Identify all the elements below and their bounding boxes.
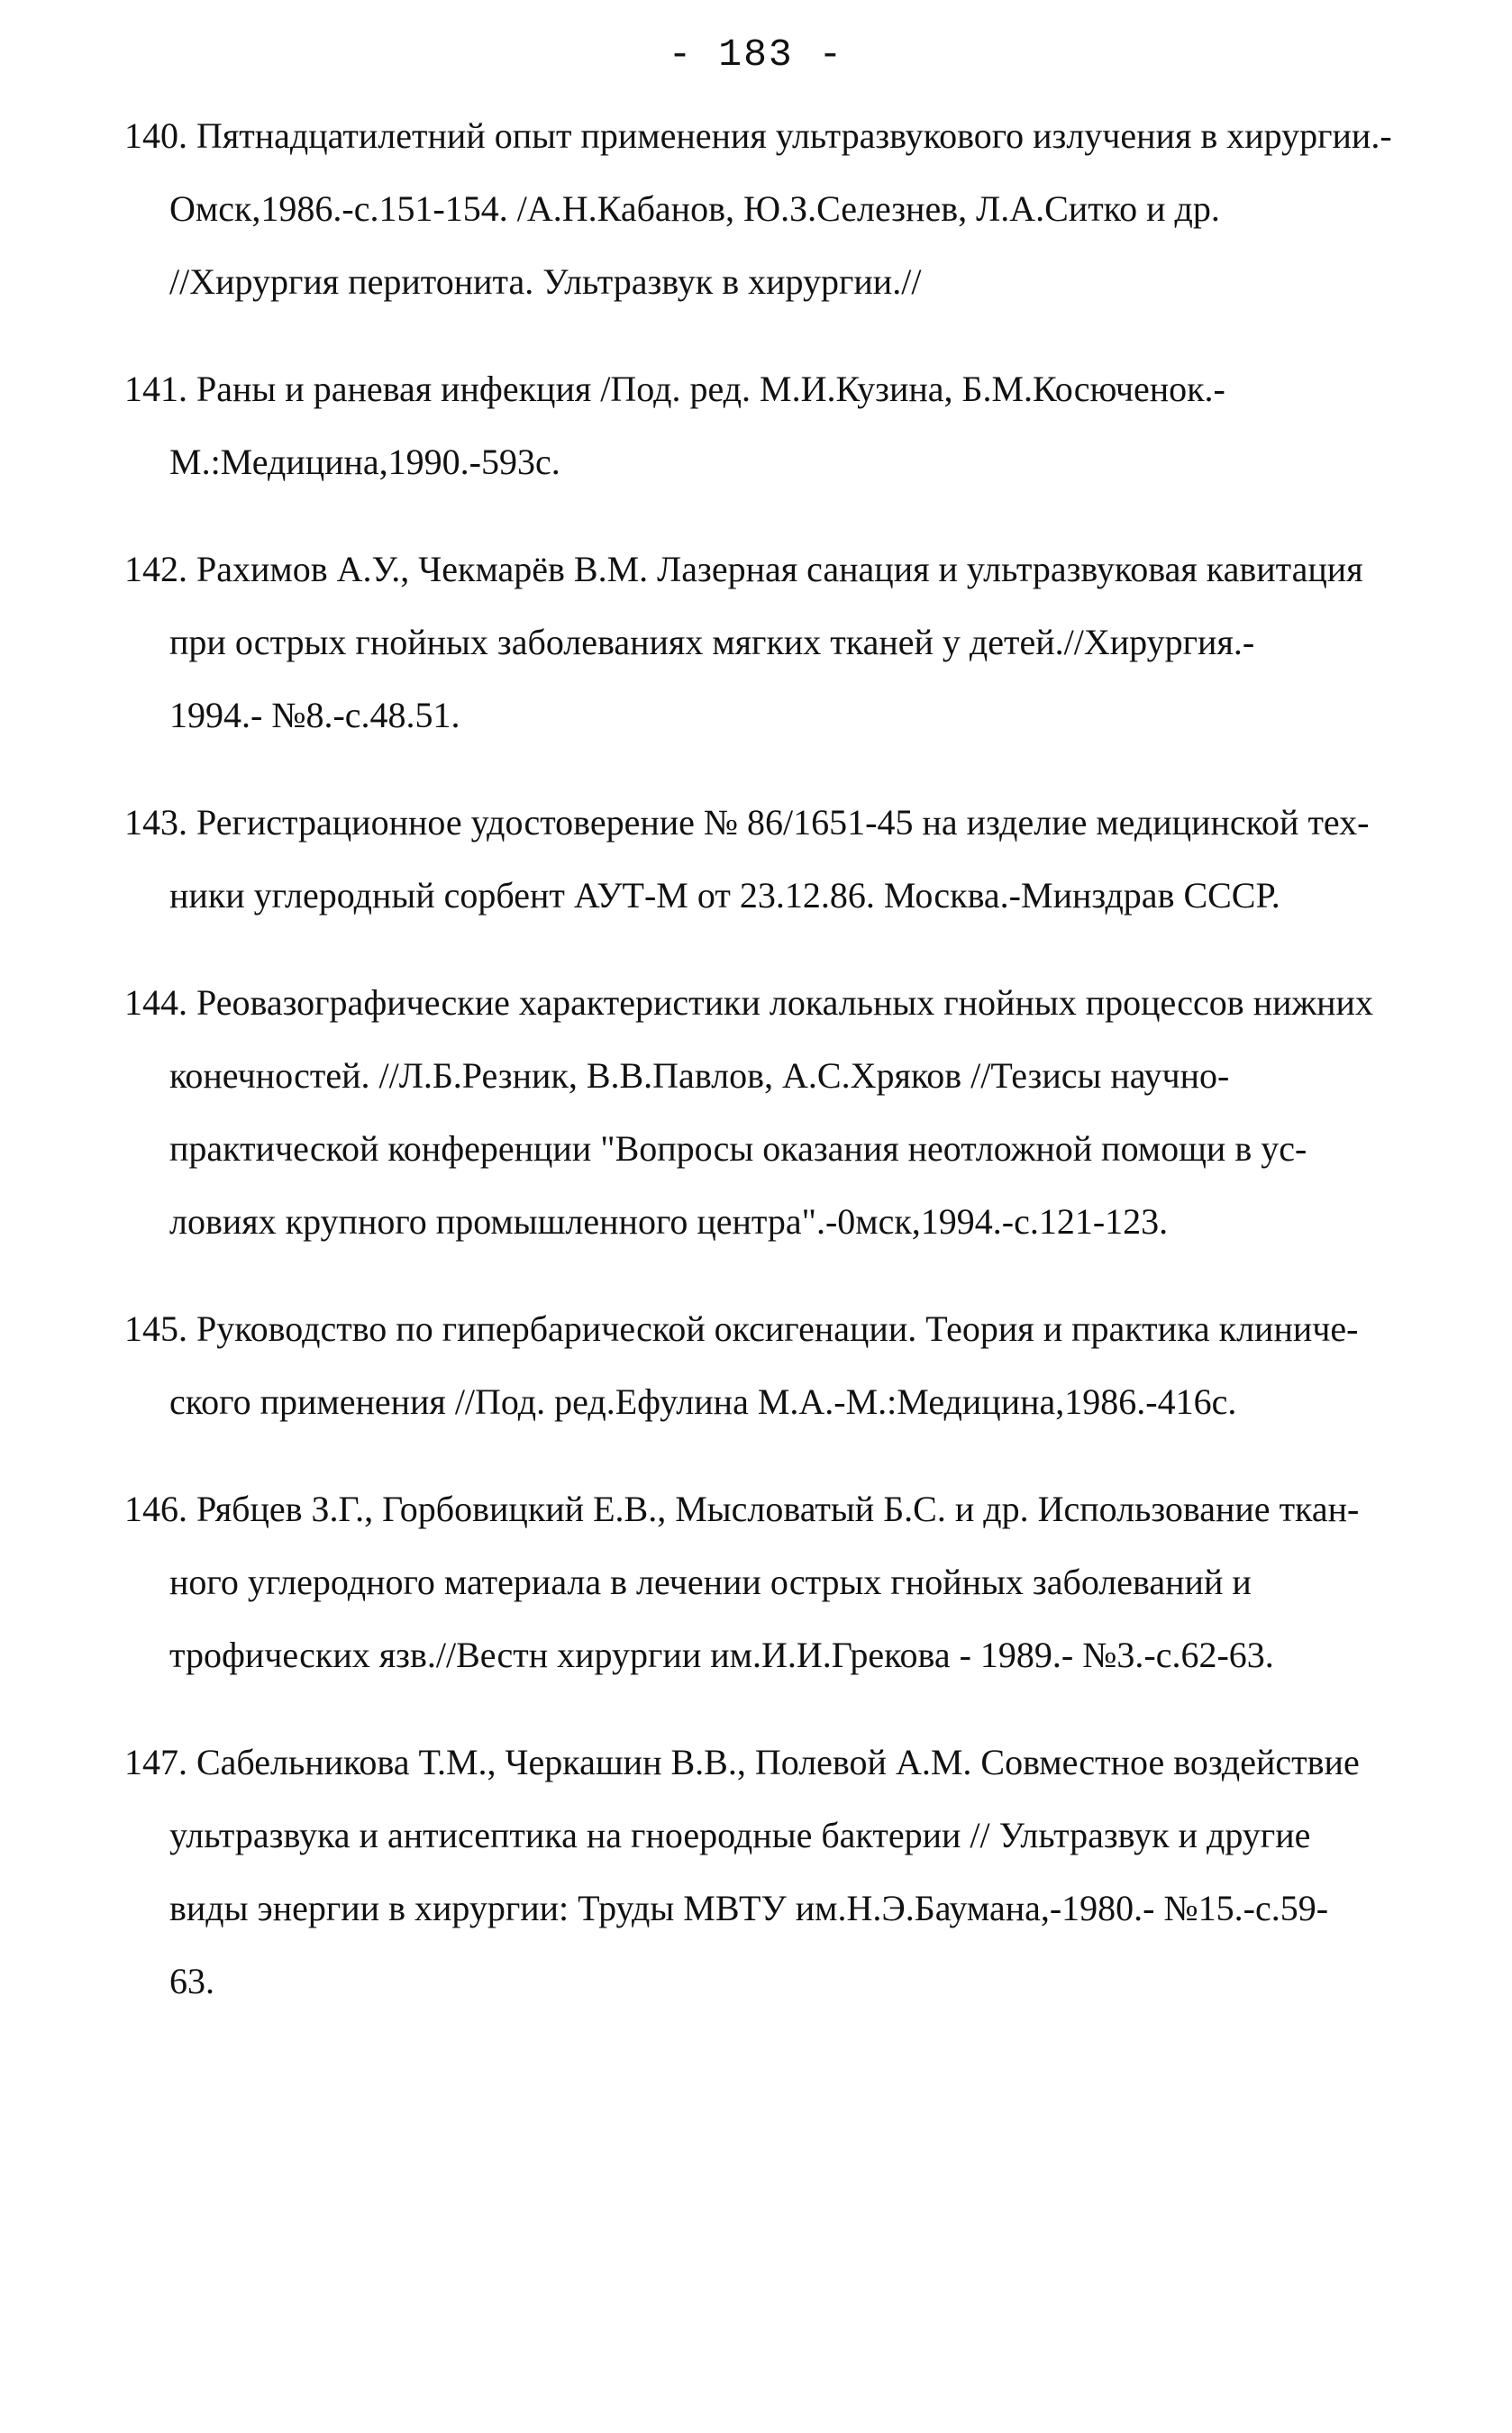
reference-line: при острых гнойных заболеваниях мягких тканей у детей.//Хирургия.-	[169, 622, 1255, 662]
reference-line: //Хирургия перитонита. Ультразвук в хирургии.//	[169, 261, 922, 302]
reference-line	[124, 786, 1467, 859]
reference-line	[124, 966, 1467, 1039]
reference-line: ного углеродного материала в лечении острых гнойных заболеваний и	[169, 1562, 1252, 1602]
reference-line	[124, 1472, 1467, 1545]
reference-text: Рахимов А.У., Чекмарёв В.М. Лазерная санация и ультразвуковая кавитация	[196, 549, 1363, 589]
reference-text: Рябцев З.Г., Горбовицкий Е.В., Мысловатый Б.С. и др. Использование ткан-	[196, 1489, 1360, 1529]
reference-line: трофических язв.//Вестн хирургии им.И.И.Грекова - 1989.- №3.-с.62-63.	[169, 1635, 1274, 1675]
reference-text: Руководство по гипербарической оксигенации. Теория и практика клиниче-	[196, 1308, 1359, 1349]
reference-line	[124, 352, 1467, 425]
reference-number: 147.	[124, 1742, 187, 1782]
reference-number: 141.	[124, 369, 187, 409]
reference-line: конечностей. //Л.Б.Резник, В.В.Павлов, А.С.Хряков //Тезисы научно-	[169, 1055, 1230, 1096]
reference-number: 146.	[124, 1489, 187, 1529]
reference-line: Омск,1986.-с.151-154. /А.Н.Кабанов, Ю.З.Селезнев, Л.А.Ситко и др.	[169, 188, 1220, 229]
reference-number: 145.	[124, 1308, 187, 1349]
reference-item	[124, 966, 1467, 1258]
reference-line	[124, 1726, 1467, 1799]
reference-item	[124, 786, 1467, 932]
page-number: - 183 -	[668, 32, 844, 77]
reference-text: Пятнадцатилетний опыт применения ультразвукового излучения в хирургии.-	[196, 115, 1392, 156]
reference-line: 63.	[169, 1961, 214, 2001]
reference-line: 1994.- №8.-с.48.51.	[169, 695, 460, 735]
reference-item	[124, 352, 1467, 498]
reference-number: 140.	[124, 115, 187, 156]
reference-line: виды энергии в хирургии: Труды МВТУ им.Н.Э.Баумана,-1980.- №15.-с.59-	[169, 1888, 1329, 1928]
reference-line: ники углеродный сорбент АУТ-М от 23.12.86. Москва.-Минздрав СССР.	[169, 875, 1280, 916]
reference-item	[124, 533, 1467, 752]
reference-text: Сабельникова Т.М., Черкашин В.В., Полевой А.М. Совместное воздействие	[196, 1742, 1360, 1782]
reference-line: ловиях крупного промышленного центра".-0мск,1994.-с.121-123.	[169, 1201, 1169, 1242]
reference-line: ского применения //Под. ред.Ефулина М.А.-М.:Медицина,1986.-416с.	[169, 1381, 1237, 1422]
reference-line: ультразвука и антисептика на гноеродные бактерии // Ультразвук и другие	[169, 1815, 1311, 1855]
reference-number: 144.	[124, 982, 187, 1023]
reference-number: 143.	[124, 802, 187, 843]
reference-item	[124, 99, 1467, 318]
reference-item	[124, 1726, 1467, 2018]
reference-line: практической конференции "Вопросы оказания неотложной помощи в ус-	[169, 1128, 1307, 1169]
reference-line	[124, 533, 1467, 606]
reference-text: Реовазографические характеристики локальных гнойных процессов нижних	[196, 982, 1373, 1023]
reference-list	[124, 99, 1467, 2052]
reference-text: Раны и раневая инфекция /Под. ред. М.И.Кузина, Б.М.Косюченок.-	[196, 369, 1225, 409]
reference-line	[124, 1292, 1467, 1365]
reference-line	[124, 99, 1467, 172]
reference-line: М.:Медицина,1990.-593с.	[169, 442, 560, 482]
reference-item	[124, 1472, 1467, 1691]
reference-text: Регистрационное удостоверение № 86/1651-45 на изделие медицинской тех-	[196, 802, 1370, 843]
reference-number: 142.	[124, 549, 187, 589]
reference-item	[124, 1292, 1467, 1438]
